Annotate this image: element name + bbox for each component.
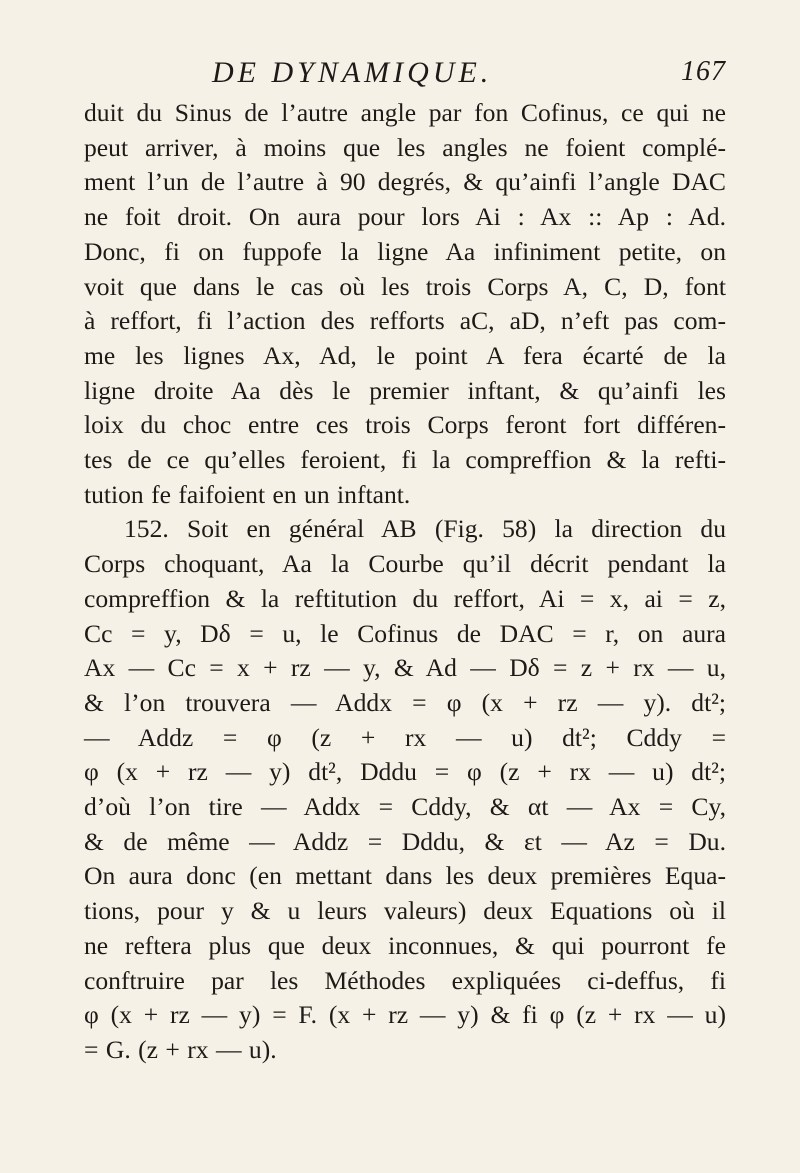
text-line: Ax — Cc = x + rz — y, & Ad — Dδ = z + rx — u, [84,653,726,683]
text-line: loix du choc entre ces trois Corps feront fort différen- [84,410,726,440]
text-line: ne reftera plus que deux inconnues, & qui pourront fe [84,930,726,960]
text-line: compreffion & la reftitution du reffort, Ai = x, ai = z, [84,583,726,613]
body-text [84,96,726,1068]
text-line: ment l’un de l’autre à 90 degrés, & qu’ainfi l’angle DAC [84,167,726,197]
text-line: tions, pour y & u leurs valeurs) deux Equations où il [84,896,726,926]
page-number: 167 [681,56,726,87]
text-line: Donc, fi on fuppofe la ligne Aa infiniment petite, on [84,236,726,266]
text-line: On aura donc (en mettant dans les deux premières Equa- [84,861,726,891]
text-line: Corps choquant, Aa la Courbe qu’il décrit pendant la [84,549,726,579]
text-line: φ (x + rz — y) dt², Dddu = φ (z + rx — u) dt²; [84,757,726,787]
text-line: peut arriver, à moins que les angles ne foient complé- [84,132,726,162]
text-line: = G. (z + rx — u). [84,1034,277,1064]
text-line: me les lignes Ax, Ad, le point A fera écarté de la [84,340,726,370]
text-line: & de même — Addz = Dddu, & εt — Az = Du. [84,826,726,856]
text-line: — Addz = φ (z + rx — u) dt²; Cddy = [84,722,726,752]
text-line: d’où l’on tire — Addx = Cddy, & αt — Ax = Cy, [84,792,726,822]
text-line: & l’on trouvera — Addx = φ (x + rz — y). dt²; [84,687,726,717]
text-line: ligne droite Aa dès le premier inftant, & qu’ainfi les [84,375,726,405]
text-line: 152. Soit en général AB (Fig. 58) la direction du [124,514,726,544]
text-line: tes de ce qu’elles feroient, fi la compreffion & la refti- [84,445,726,475]
page-header [84,56,726,94]
text-line: ne foit droit. On aura pour lors Ai : Ax :: Ap : Ad. [84,202,726,232]
text-line: à reffort, fi l’action des refforts aC, aD, n’eft pas com- [84,306,726,336]
text-line: duit du Sinus de l’autre angle par fon Cofinus, ce qui ne [84,98,726,127]
text-line: tution fe faifoient en un inftant. [84,479,411,509]
running-head: DE DYNAMIQUE. [212,56,493,89]
text-line: voit que dans le cas où les trois Corps A, C, D, font [84,271,726,301]
text-line: Cc = y, Dδ = u, le Cofinus de DAC = r, on aura [84,618,726,648]
text-line: φ (x + rz — y) = F. (x + rz — y) & fi φ (z + rx — u) [84,1000,726,1030]
text-line: conftruire par les Méthodes expliquées ci-deffus, fi [84,965,726,995]
